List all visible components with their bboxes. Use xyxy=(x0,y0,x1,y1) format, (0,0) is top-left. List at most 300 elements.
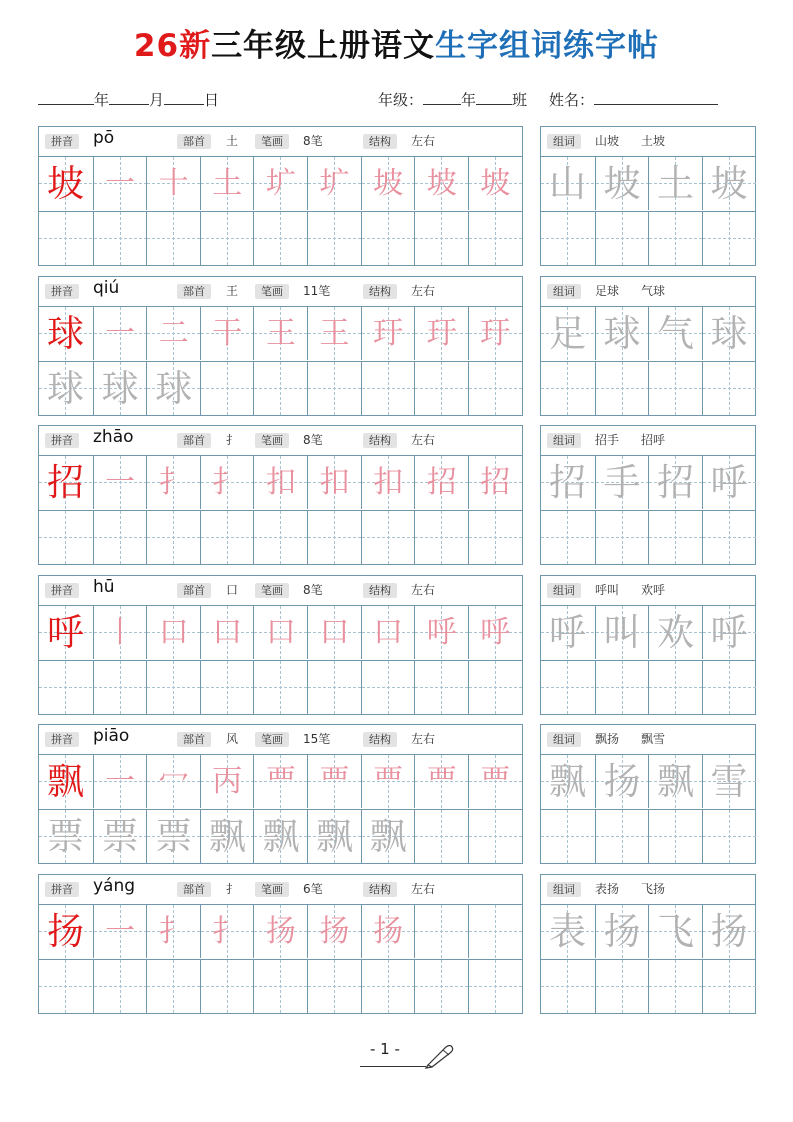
writing-cell[interactable] xyxy=(361,755,415,808)
writing-cell[interactable] xyxy=(93,661,147,714)
writing-cell[interactable] xyxy=(253,810,307,863)
writing-cell[interactable] xyxy=(541,307,594,360)
day-blank[interactable] xyxy=(164,91,204,105)
strokes-value: 8笔 xyxy=(303,134,323,148)
year-blank[interactable] xyxy=(38,91,94,105)
stroke-step: 玗 xyxy=(426,315,457,351)
writing-cell[interactable] xyxy=(595,810,649,863)
writing-cell[interactable] xyxy=(541,511,594,564)
writing-cell[interactable] xyxy=(307,456,361,509)
writing-cell[interactable] xyxy=(595,755,649,808)
word-card xyxy=(540,126,756,266)
character-card xyxy=(38,126,523,266)
grid-row xyxy=(39,809,522,863)
guide-line xyxy=(334,661,335,714)
writing-cell[interactable] xyxy=(648,661,702,714)
radical-value: 王 xyxy=(226,283,239,298)
writing-cell[interactable] xyxy=(468,456,522,509)
writing-cell[interactable] xyxy=(146,511,200,564)
guide-line xyxy=(675,511,676,564)
pinyin-value: qiú xyxy=(93,277,120,298)
writing-cell[interactable] xyxy=(361,456,415,509)
structure-label: 结构 xyxy=(363,583,397,598)
writing-cell[interactable] xyxy=(595,212,649,265)
writing-cell[interactable] xyxy=(146,810,200,863)
word-card-header xyxy=(541,426,755,456)
writing-cell[interactable] xyxy=(93,905,147,958)
page-number: - 1 - xyxy=(370,1040,400,1058)
grid-row xyxy=(541,157,755,210)
writing-cell[interactable] xyxy=(307,960,361,1013)
writing-cell[interactable] xyxy=(702,362,756,415)
guide-line xyxy=(227,212,228,265)
writing-cell[interactable] xyxy=(39,810,92,863)
structure-label: 结构 xyxy=(363,284,397,299)
writing-cell[interactable] xyxy=(468,212,522,265)
card-header xyxy=(39,875,522,905)
word-character: 土 xyxy=(657,162,694,205)
guide-line xyxy=(173,511,174,564)
trace-character: 飘 xyxy=(369,815,407,858)
guide-line xyxy=(729,810,730,863)
guide-line xyxy=(173,960,174,1013)
writing-cell[interactable] xyxy=(648,755,702,808)
strokes-label: 笔画 xyxy=(255,882,289,897)
guide-line xyxy=(495,960,496,1013)
writing-cell[interactable] xyxy=(702,456,756,509)
word-card xyxy=(540,874,756,1014)
writing-cell[interactable] xyxy=(361,606,415,659)
writing-cell[interactable] xyxy=(146,307,200,360)
guide-line xyxy=(120,661,121,714)
writing-cell[interactable] xyxy=(200,606,254,659)
writing-cell[interactable] xyxy=(468,511,522,564)
writing-cell[interactable] xyxy=(541,456,594,509)
writing-cell[interactable] xyxy=(146,606,200,659)
writing-cell[interactable] xyxy=(146,212,200,265)
class-label: 班 xyxy=(512,91,528,109)
writing-cell[interactable] xyxy=(702,960,756,1013)
writing-cell[interactable] xyxy=(468,362,522,415)
writing-cell[interactable] xyxy=(253,755,307,808)
character-card xyxy=(38,575,523,715)
word-character: 呼 xyxy=(710,610,748,654)
writing-cell[interactable] xyxy=(648,157,702,210)
word-1: 足球 xyxy=(595,283,620,298)
stroke-step: 口 xyxy=(373,614,404,650)
writing-cell[interactable] xyxy=(93,157,147,210)
writing-cell[interactable] xyxy=(361,212,415,265)
writing-cell[interactable] xyxy=(648,606,702,659)
writing-cell[interactable] xyxy=(468,755,522,808)
writing-cell[interactable] xyxy=(200,456,254,509)
structure-label: 结构 xyxy=(363,433,397,448)
word-card xyxy=(540,276,756,416)
writing-cell[interactable] xyxy=(702,606,756,659)
writing-cell[interactable] xyxy=(39,511,92,564)
writing-cell[interactable] xyxy=(648,905,702,958)
writing-cell[interactable] xyxy=(253,661,307,714)
grade-blank[interactable] xyxy=(423,91,461,105)
writing-cell[interactable] xyxy=(648,212,702,265)
writing-cell[interactable] xyxy=(307,511,361,564)
writing-cell[interactable] xyxy=(648,960,702,1013)
writing-cell[interactable] xyxy=(361,810,415,863)
strokes-label: 笔画 xyxy=(255,732,289,747)
class-blank[interactable] xyxy=(476,91,512,105)
guide-line xyxy=(729,511,730,564)
writing-cell[interactable] xyxy=(200,511,254,564)
writing-cell[interactable] xyxy=(361,661,415,714)
writing-cell[interactable] xyxy=(702,307,756,360)
model-character: 球 xyxy=(47,311,84,355)
writing-cell[interactable] xyxy=(39,755,92,808)
guide-line xyxy=(280,511,281,564)
writing-cell[interactable] xyxy=(146,755,200,808)
word-character: 叫 xyxy=(603,610,641,654)
word-character: 呼 xyxy=(549,610,586,654)
writing-cell[interactable] xyxy=(200,960,254,1013)
structure-value: 左右 xyxy=(411,283,436,298)
trace-character: 球 xyxy=(155,366,193,410)
pinyin-label: 拼音 xyxy=(45,882,79,897)
writing-cell[interactable] xyxy=(39,606,92,659)
writing-cell[interactable] xyxy=(702,755,756,808)
stroke-step: 呼 xyxy=(480,614,511,650)
guide-line xyxy=(388,511,389,564)
grid-row xyxy=(541,510,755,564)
strokes-value: 11笔 xyxy=(303,283,331,298)
guide-line xyxy=(441,661,442,714)
writing-cell[interactable] xyxy=(414,212,468,265)
guide-line xyxy=(65,960,66,1013)
writing-cell[interactable] xyxy=(253,157,307,210)
writing-cell[interactable] xyxy=(146,362,200,415)
stroke-step: 十 xyxy=(158,166,189,201)
guide-line xyxy=(334,960,335,1013)
writing-cell[interactable] xyxy=(253,307,307,360)
writing-cell[interactable] xyxy=(468,960,522,1013)
stroke-step: 覀 xyxy=(265,764,296,799)
writing-cell[interactable] xyxy=(307,212,361,265)
title-middle: 三年级上册语文 xyxy=(211,28,436,64)
writing-cell[interactable] xyxy=(253,511,307,564)
strokes-value: 8笔 xyxy=(303,582,323,597)
writing-cell[interactable] xyxy=(39,456,92,509)
writing-cell[interactable] xyxy=(648,456,702,509)
strokes-label: 笔画 xyxy=(255,583,289,598)
guide-line xyxy=(334,362,335,415)
writing-cell[interactable] xyxy=(146,905,200,958)
writing-cell[interactable] xyxy=(361,157,415,210)
writing-cell[interactable] xyxy=(93,960,147,1013)
grade-label: 年级： xyxy=(378,91,424,109)
grid-row xyxy=(541,211,755,265)
structure-label: 结构 xyxy=(363,134,397,149)
word-1: 呼叫 xyxy=(595,582,620,597)
word-character: 飞 xyxy=(657,909,694,953)
word-character: 手 xyxy=(603,461,641,504)
writing-cell[interactable] xyxy=(414,511,468,564)
writing-cell[interactable] xyxy=(414,456,468,509)
writing-cell[interactable] xyxy=(200,157,254,210)
writing-cell[interactable] xyxy=(648,511,702,564)
radical-label: 部首 xyxy=(177,284,211,299)
writing-cell[interactable] xyxy=(253,606,307,659)
structure-label: 结构 xyxy=(363,882,397,897)
writing-cell[interactable] xyxy=(93,511,147,564)
writing-cell[interactable] xyxy=(648,362,702,415)
writing-cell[interactable] xyxy=(146,456,200,509)
stroke-step: 扣 xyxy=(265,465,296,500)
writing-cell[interactable] xyxy=(468,810,522,863)
writing-cell[interactable] xyxy=(361,362,415,415)
writing-cell[interactable] xyxy=(93,606,147,659)
writing-cell[interactable] xyxy=(39,307,92,360)
writing-cell[interactable] xyxy=(307,157,361,210)
stroke-step: 招 xyxy=(480,465,511,500)
writing-cell[interactable] xyxy=(200,810,254,863)
word-character: 雪 xyxy=(710,760,748,803)
card-header xyxy=(39,576,522,606)
writing-cell[interactable] xyxy=(541,362,594,415)
word-character: 招 xyxy=(549,461,586,504)
writing-cell[interactable] xyxy=(200,212,254,265)
writing-cell[interactable] xyxy=(595,661,649,714)
writing-cell[interactable] xyxy=(39,157,92,210)
writing-cell[interactable] xyxy=(146,661,200,714)
guide-line xyxy=(227,511,228,564)
pinyin-label: 拼音 xyxy=(45,134,79,149)
guide-line xyxy=(173,212,174,265)
guide-line xyxy=(120,212,121,265)
writing-cell[interactable] xyxy=(307,307,361,360)
writing-cell[interactable] xyxy=(253,212,307,265)
radical-value: 口 xyxy=(226,582,239,597)
radical-label: 部首 xyxy=(177,882,211,897)
writing-cell[interactable] xyxy=(200,905,254,958)
writing-cell[interactable] xyxy=(414,362,468,415)
writing-cell[interactable] xyxy=(595,905,649,958)
stroke-step: 口 xyxy=(319,614,350,650)
writing-cell[interactable] xyxy=(648,810,702,863)
word-character: 坡 xyxy=(710,162,748,205)
writing-cell[interactable] xyxy=(648,307,702,360)
writing-cell[interactable] xyxy=(39,905,92,958)
name-label: 姓名： xyxy=(549,91,595,109)
card-header xyxy=(39,127,522,157)
writing-cell[interactable] xyxy=(39,362,92,415)
writing-cell[interactable] xyxy=(414,755,468,808)
writing-cell[interactable] xyxy=(93,307,147,360)
guide-line xyxy=(334,212,335,265)
card-header xyxy=(39,277,522,307)
character-card xyxy=(38,874,523,1014)
writing-cell[interactable] xyxy=(200,362,254,415)
card-header xyxy=(39,725,522,755)
guide-line xyxy=(729,362,730,415)
writing-cell[interactable] xyxy=(253,905,307,958)
writing-cell[interactable] xyxy=(253,362,307,415)
title-number: 26 xyxy=(133,28,180,64)
writing-cell[interactable] xyxy=(93,755,147,808)
stroke-step: 一 xyxy=(105,166,136,201)
writing-cell[interactable] xyxy=(702,212,756,265)
radical-label: 部首 xyxy=(177,433,211,448)
writing-cell[interactable] xyxy=(468,307,522,360)
writing-cell[interactable] xyxy=(541,905,594,958)
writing-cell[interactable] xyxy=(361,960,415,1013)
writing-cell[interactable] xyxy=(595,307,649,360)
stroke-step: 覀 xyxy=(319,764,350,799)
writing-cell[interactable] xyxy=(541,212,594,265)
guide-line xyxy=(441,905,442,958)
writing-cell[interactable] xyxy=(200,661,254,714)
writing-cell[interactable] xyxy=(541,810,594,863)
stroke-step: 扣 xyxy=(373,465,404,500)
word-character: 扬 xyxy=(603,760,641,803)
title-new: 新 xyxy=(179,28,212,64)
writing-cell[interactable] xyxy=(253,960,307,1013)
guide-line xyxy=(65,212,66,265)
guide-line xyxy=(441,960,442,1013)
writing-cell[interactable] xyxy=(361,905,415,958)
guide-line xyxy=(567,661,568,714)
word-character: 招 xyxy=(657,461,694,504)
word-card-header xyxy=(541,725,755,755)
stroke-step: 冖 xyxy=(158,764,189,799)
grid-row xyxy=(541,606,755,659)
word-character: 球 xyxy=(603,311,641,355)
stroke-step: 覀 xyxy=(480,764,511,799)
strokes-label: 笔画 xyxy=(255,284,289,299)
writing-cell[interactable] xyxy=(595,456,649,509)
word-character: 球 xyxy=(710,311,748,355)
structure-value: 左右 xyxy=(411,732,436,746)
guide-line xyxy=(441,362,442,415)
writing-cell[interactable] xyxy=(702,511,756,564)
stroke-step: 玗 xyxy=(480,315,511,351)
guide-line xyxy=(495,362,496,415)
writing-cell[interactable] xyxy=(414,661,468,714)
guide-line xyxy=(567,511,568,564)
strokes-value: 6笔 xyxy=(303,881,323,896)
writing-cell[interactable] xyxy=(414,960,468,1013)
writing-cell[interactable] xyxy=(307,755,361,808)
pinyin-value: zhāo xyxy=(93,427,134,447)
stroke-step: 一 xyxy=(105,764,136,799)
writing-cell[interactable] xyxy=(93,212,147,265)
writing-cell[interactable] xyxy=(541,157,594,210)
trace-character: 票 xyxy=(155,815,193,858)
writing-cell[interactable] xyxy=(39,212,92,265)
writing-cell[interactable] xyxy=(595,606,649,659)
writing-cell[interactable] xyxy=(702,661,756,714)
grid-row xyxy=(39,157,522,210)
writing-cell[interactable] xyxy=(468,157,522,210)
writing-cell[interactable] xyxy=(253,456,307,509)
stroke-step: 坡 xyxy=(480,166,511,201)
writing-cell[interactable] xyxy=(414,810,468,863)
writing-cell[interactable] xyxy=(307,905,361,958)
writing-cell[interactable] xyxy=(702,810,756,863)
writing-cell[interactable] xyxy=(541,960,594,1013)
month-blank[interactable] xyxy=(109,91,149,105)
writing-cell[interactable] xyxy=(702,905,756,958)
writing-cell[interactable] xyxy=(200,307,254,360)
trace-character: 票 xyxy=(47,815,84,858)
writing-cell[interactable] xyxy=(39,661,92,714)
date-fields xyxy=(38,89,219,110)
grid-row xyxy=(541,959,755,1013)
writing-cell[interactable] xyxy=(595,511,649,564)
writing-cell[interactable] xyxy=(414,157,468,210)
writing-cell[interactable] xyxy=(541,755,594,808)
guide-line xyxy=(280,362,281,415)
structure-label: 结构 xyxy=(363,732,397,747)
writing-cell[interactable] xyxy=(702,157,756,210)
writing-cell[interactable] xyxy=(146,960,200,1013)
guide-line xyxy=(675,212,676,265)
guide-line xyxy=(441,212,442,265)
word-character: 飘 xyxy=(657,760,694,803)
writing-cell[interactable] xyxy=(595,362,649,415)
writing-cell[interactable] xyxy=(468,606,522,659)
writing-cell[interactable] xyxy=(414,905,468,958)
radical-value: 风 xyxy=(226,732,239,746)
writing-cell[interactable] xyxy=(414,606,468,659)
words-label: 组词 xyxy=(547,583,581,598)
model-character: 呼 xyxy=(47,610,84,654)
writing-cell[interactable] xyxy=(468,905,522,958)
writing-cell[interactable] xyxy=(93,456,147,509)
writing-cell[interactable] xyxy=(468,661,522,714)
stroke-step: 王 xyxy=(265,315,296,351)
writing-cell[interactable] xyxy=(414,307,468,360)
radical-label: 部首 xyxy=(177,583,211,598)
writing-cell[interactable] xyxy=(361,511,415,564)
writing-cell[interactable] xyxy=(307,661,361,714)
writing-cell[interactable] xyxy=(361,307,415,360)
writing-cell[interactable] xyxy=(541,661,594,714)
writing-cell[interactable] xyxy=(93,810,147,863)
stroke-step: 扌 xyxy=(158,465,189,500)
word-character: 欢 xyxy=(657,610,694,654)
guide-line xyxy=(120,960,121,1013)
stroke-step: 覀 xyxy=(373,764,404,799)
guide-line xyxy=(441,511,442,564)
stroke-step: 干 xyxy=(212,315,243,351)
writing-cell[interactable] xyxy=(307,606,361,659)
writing-cell[interactable] xyxy=(595,157,649,210)
guide-line xyxy=(388,661,389,714)
writing-cell[interactable] xyxy=(541,606,594,659)
guide-line xyxy=(280,661,281,714)
writing-cell[interactable] xyxy=(146,157,200,210)
writing-cell[interactable] xyxy=(307,810,361,863)
grid-row xyxy=(39,755,522,808)
writing-cell[interactable] xyxy=(307,362,361,415)
stroke-step: 坡 xyxy=(426,166,457,201)
writing-cell[interactable] xyxy=(595,960,649,1013)
model-character: 招 xyxy=(47,461,84,504)
grid-row xyxy=(541,755,755,808)
writing-cell[interactable] xyxy=(200,755,254,808)
pinyin-label: 拼音 xyxy=(45,583,79,598)
writing-cell[interactable] xyxy=(93,362,147,415)
name-blank[interactable] xyxy=(594,91,718,105)
writing-cell[interactable] xyxy=(39,960,92,1013)
